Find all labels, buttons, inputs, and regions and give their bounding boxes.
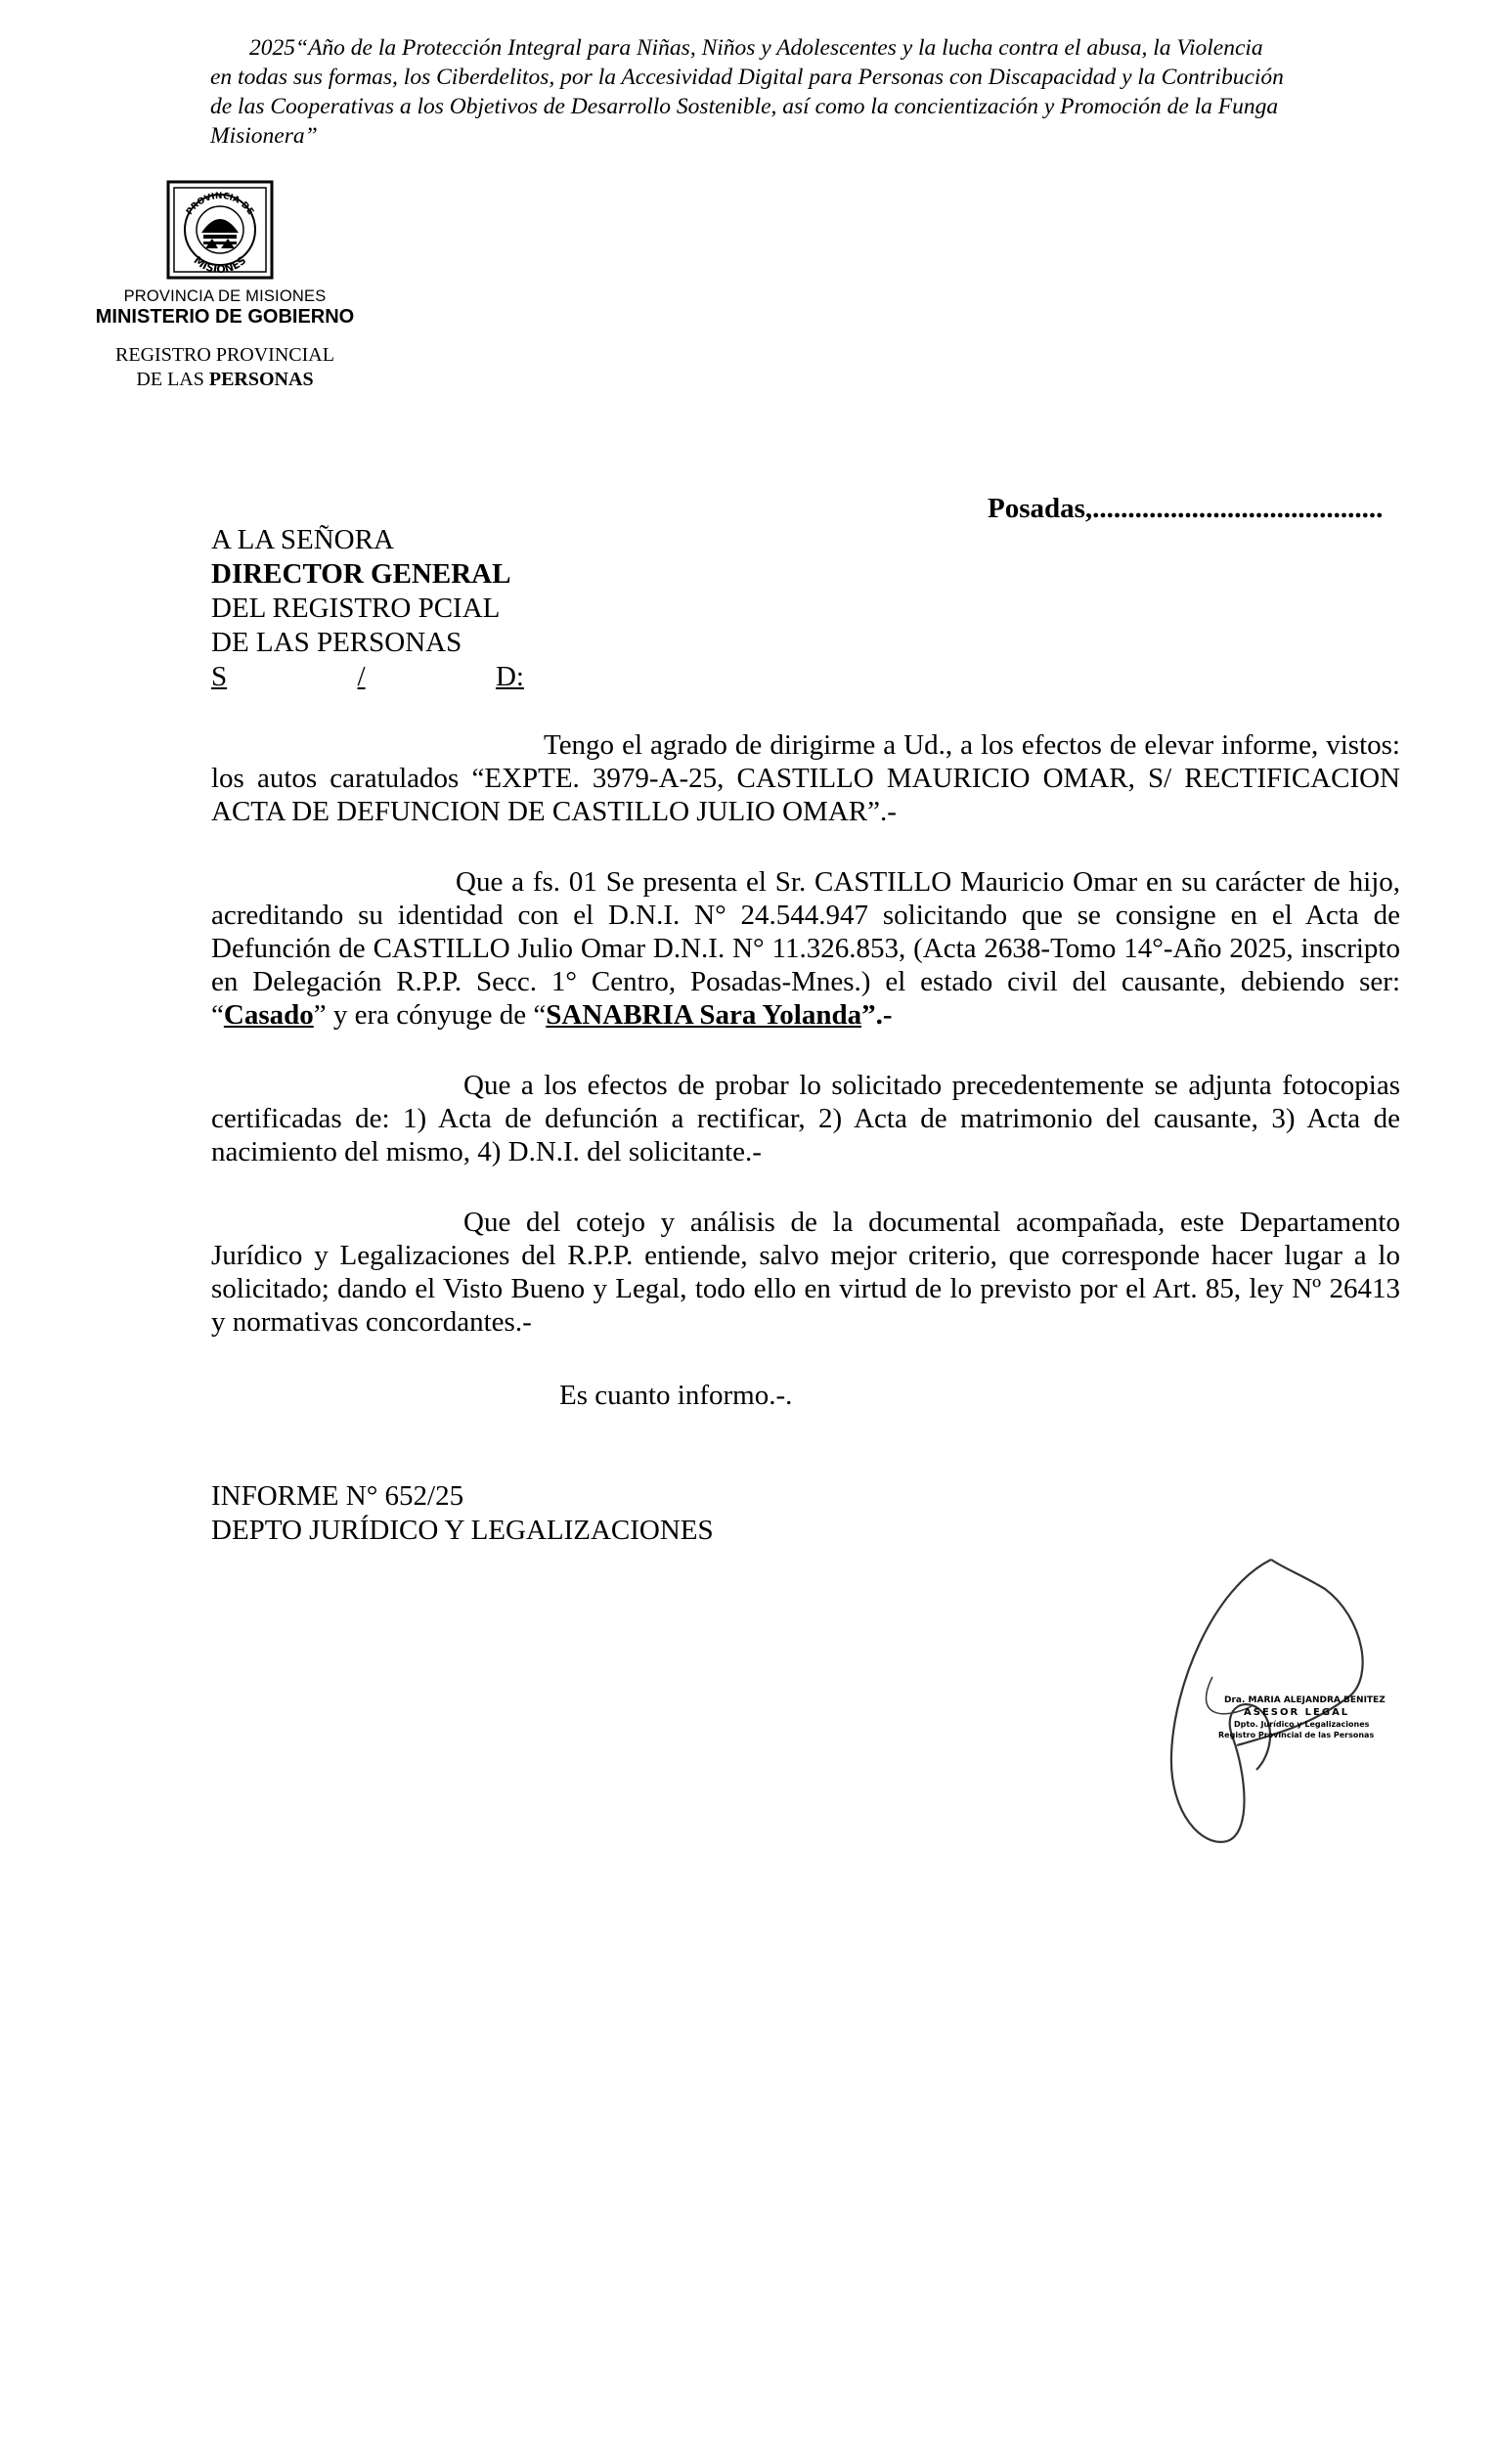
spouse-name: SANABRIA Sara Yolanda	[546, 999, 862, 1031]
motto-line-2: en todas sus formas, los Ciberdelitos, por la Accesividad Digital para Personas con Discapacidad y la Contribución	[210, 65, 1284, 90]
seal-bottom-text: MISIONES	[191, 253, 249, 277]
paragraph-1-text: Tengo el agrado de dirigirme a Ud., a los efectos de elevar informe, vistos: los autos caratulados “EXPTE. 3979-A-25, CASTILLO MAURICIO OMAR, S/ RECTIFICACION ACTA DE DEFUNCION DE CASTILLO JULIO OMAR”.-	[211, 729, 1400, 827]
addressee-line-3: DEL REGISTRO PCIAL	[211, 593, 501, 624]
registry-label-de-las: DE LAS	[136, 369, 209, 390]
motto-header	[210, 33, 1413, 151]
sd-s: S	[211, 661, 228, 692]
registry-label-line2	[78, 368, 372, 392]
paragraph-1	[211, 728, 1400, 828]
paragraph-2-text: Que a fs. 01 Se presenta el Sr. CASTILLO Mauricio Omar en su carácter de hijo, acreditando su identidad con el D.N.I. N° 24.544.947 solicitando que se consigne en el Acta de Defunción de CASTILLO Julio Omar D.N.I. N° 11.326.853, (Acta 2638-Tomo 14°-Año 2025, inscripto en Delegación R.P.P. Secc. 1° Centro, Posadas-Mnes.) el estado civil del causante, debiendo ser: “	[211, 866, 1400, 1031]
provincial-seal-icon	[166, 176, 274, 284]
addressee-sd	[211, 660, 524, 694]
registry-label-personas: PERSONAS	[208, 369, 314, 390]
province-label: PROVINCIA DE MISIONES	[123, 287, 327, 305]
paragraph-3	[211, 1069, 1400, 1168]
addressee-line-4: DE LAS PERSONAS	[211, 627, 462, 658]
stamp-department: Dpto. Jurídico y Legalizaciones	[1234, 1720, 1370, 1729]
stamp-registry: Registro Provincial de las Personas	[1218, 1731, 1375, 1739]
report-department: DEPTO JURÍDICO Y LEGALIZACIONES	[211, 1515, 714, 1546]
motto-line-4: Misionera”	[210, 123, 318, 149]
paragraph-4	[211, 1206, 1400, 1339]
closing-line: Es cuanto informo.-.	[559, 1380, 793, 1411]
addressee-block	[211, 523, 524, 694]
report-block	[211, 1479, 714, 1548]
sd-slash: /	[357, 661, 366, 692]
report-number: INFORME N° 652/25	[211, 1480, 464, 1512]
ministry-label: MINISTERIO DE GOBIERNO	[95, 306, 355, 328]
motto-line-1: 2025“Año de la Protección Integral para Niñas, Niños y Adolescentes y la lucha contra el abusa, la Violencia	[249, 35, 1263, 61]
civil-status: Casado	[223, 999, 314, 1031]
date-line: Posadas,.........................................	[988, 493, 1384, 524]
signature-stamp	[1154, 1550, 1408, 1863]
sd-d: D:	[495, 661, 524, 692]
registry-label-line1: REGISTRO PROVINCIAL	[115, 344, 334, 366]
paragraph-2-end: ”.-	[861, 999, 893, 1031]
paragraph-2	[211, 865, 1400, 1032]
paragraph-4-text: Que del cotejo y análisis de la documental acompañada, este Departamento Jurídico y Legalizaciones del R.P.P. entiende, salvo mejor criterio, que corresponde hacer lugar a lo solicitado; dando el Visto Bueno y Legal, todo ello en virtud de lo previsto por el Art. 85, ley Nº 26413 y normativas concordantes.-	[211, 1207, 1400, 1338]
svg-text:PROVINCIA DE	[185, 192, 255, 217]
stamp-title: ASESOR LEGAL	[1244, 1707, 1350, 1718]
paragraph-3-text: Que a los efectos de probar lo solicitado precedentemente se adjunta fotocopias certificadas de: 1) Acta de defunción a rectificar, 2) Acta de matrimonio del causante, 3) Acta de nacimiento del mismo, 4) D.N.I. del solicitante.-	[211, 1070, 1400, 1167]
addressee-line-1: A LA SEÑORA	[211, 524, 394, 555]
seal-top-text: PROVINCIA DE	[185, 191, 255, 217]
stamp-name: Dra. MARIA ALEJANDRA BENITEZ	[1224, 1695, 1386, 1705]
addressee-line-2: DIRECTOR GENERAL	[211, 558, 511, 590]
paragraph-2-mid: ” y era cónyuge de “	[313, 999, 547, 1031]
motto-line-3: de las Cooperativas a los Objetivos de Desarrollo Sostenible, así como la concientización y Promoción de la Funga	[210, 94, 1279, 119]
